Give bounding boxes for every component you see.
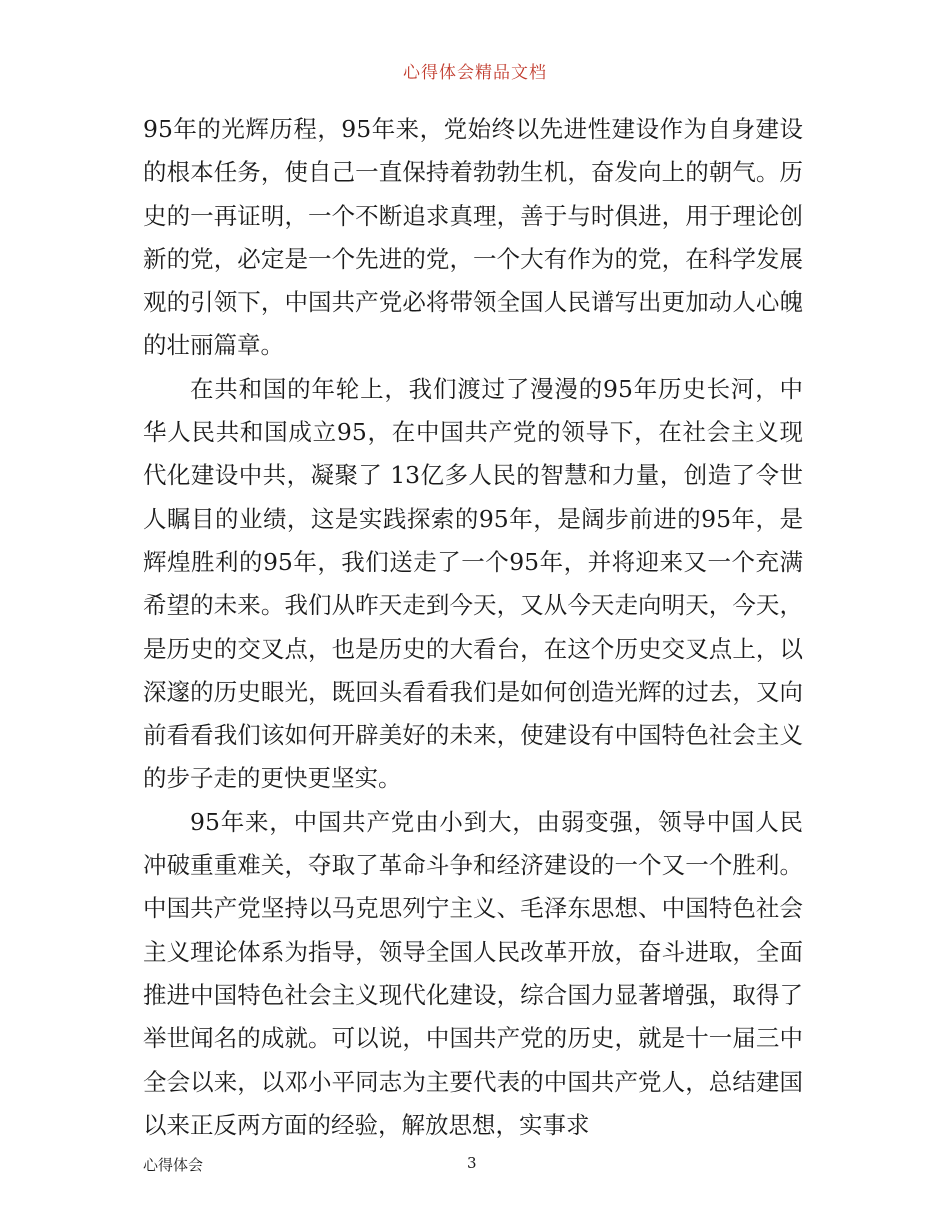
document-header-title: 心得体会精品文档 (403, 63, 547, 83)
footer-label: 心得体会 (143, 1156, 204, 1174)
page-number: 3 (467, 1154, 477, 1172)
paragraph: 95年来，中国共产党由小到大，由弱变强，领导中国人民冲破重重难关，夺取了革命斗争和经济建设的一个又一个胜利。中国共产党坚持以马克思列宁主义、毛泽东思想、中国特色社会主义理论体系为指导，领导全国人民改革开放，奋斗进取，全面推进中国特色社会主义现代化建设，综合国力显著增强，取得了举世闻名的成就。可以说，中国共产党的历史，就是十一届三中全会以来，以邓小平同志为主要代表的中国共产党人，总结建国以来正反两方面的经验，解放思想，实事求 (143, 807, 803, 1139)
document-body (143, 108, 803, 1147)
paragraph-continuation: 95年的光辉历程，95年来，党始终以先进性建设作为自身建设的根本任务，使自己一直保持着勃勃生机，奋发向上的朝气。历史的一再证明，一个不断追求真理，善于与时俱进，用于理论创新的党，必定是一个先进的党，一个大有作为的党，在科学发展观的引领下，中国共产党必将带领全国人民谱写出更加动人心魄的壮丽篇章。 (143, 115, 803, 360)
paragraph: 在共和国的年轮上，我们渡过了漫漫的95年历史长河，中华人民共和国成立95，在中国共产党的领导下，在社会主义现代化建设中共，凝聚了 13亿多人民的智慧和力量，创造了令世人瞩目的业绩，这是实践探索的95年，是阔步前进的95年，是辉煌胜利的95年，我们送走了一个95年，并将迎来又一个充满希望的未来。我们从昨天走到今天，又从今天走向明天，今天，是历史的交叉点，也是历史的大看台，在这个历史交叉点上，以深邃的历史眼光，既回头看看我们是如何创造光辉的过去，又向前看看我们该如何开辟美好的未来，使建设有中国特色社会主义的步子走的更快更坚实。 (143, 374, 803, 793)
